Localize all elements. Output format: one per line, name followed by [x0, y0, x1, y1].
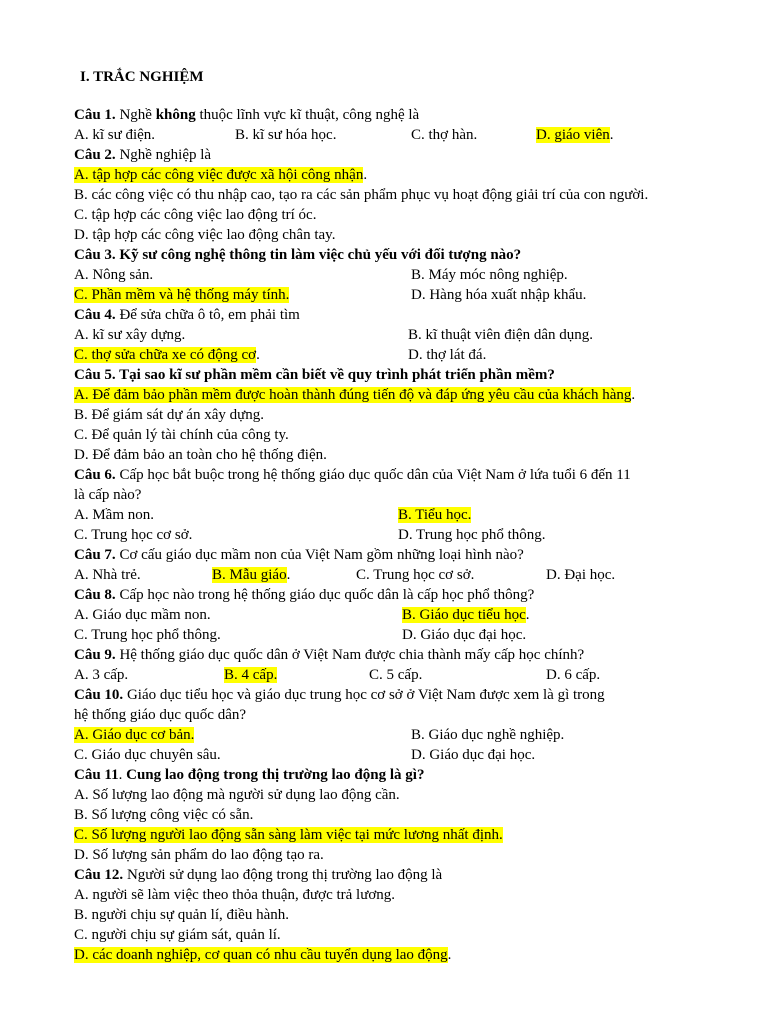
text-run: . — [286, 567, 291, 583]
text-line — [74, 366, 555, 384]
answer-option — [398, 526, 546, 544]
answer-option — [74, 506, 154, 524]
text-run: A. kĩ sư xây dựng. — [74, 327, 186, 343]
section-title: I. TRẮC NGHIỆM — [80, 69, 204, 85]
highlighted-answer: D. các doanh nghiệp, cơ quan có nhu cầu tuyển dụng lao động — [74, 947, 448, 963]
text-line — [74, 826, 503, 844]
text-run: . — [447, 947, 452, 963]
text-run: . — [609, 127, 614, 143]
text-run: C. thợ hàn. — [411, 127, 478, 143]
text-run: D. Hàng hóa xuất nhập khẩu. — [411, 287, 587, 303]
text-run: Để sửa chữa ô tô, em phải tìm — [115, 307, 300, 323]
text-line — [74, 206, 316, 224]
text-line — [74, 186, 648, 204]
bold-text: Câu 9. — [74, 647, 116, 663]
bold-text: Câu 5. Tại sao kĩ sư phần mềm cần biết về quy trình phát triển phần mềm? — [74, 367, 555, 383]
answer-option — [74, 346, 260, 364]
answer-option — [408, 346, 486, 364]
text-run: C. Để quản lý tài chính của công ty. — [74, 427, 289, 443]
text-run: Cấp học nào trong hệ thống giáo dục quốc dân là cấp học phổ thông? — [115, 587, 535, 603]
text-run: D. Để đảm bảo an toàn cho hệ thống điện. — [74, 447, 327, 463]
bold-text: Câu 7. — [74, 547, 116, 563]
text-run: A. Mầm non. — [74, 507, 154, 523]
text-run: B. Số lượng công việc có sẵn. — [74, 807, 254, 823]
text-line — [74, 426, 289, 444]
text-run: C. Giáo dục chuyên sâu. — [74, 747, 221, 763]
answer-option — [74, 526, 192, 544]
bold-text: Câu 10. — [74, 687, 124, 703]
text-line — [74, 706, 246, 724]
answer-option — [74, 666, 128, 684]
highlighted-answer: D. giáo viên — [536, 127, 610, 143]
text-run: . — [256, 347, 260, 363]
text-line — [74, 246, 521, 264]
answer-option — [74, 726, 194, 744]
text-line — [74, 886, 395, 904]
text-run: C. Trung học cơ sở. — [356, 567, 475, 583]
text-run: A. 3 cấp. — [74, 667, 129, 683]
text-run: Cấp học bắt buộc trong hệ thống giáo dục quốc dân của Việt Nam ở lứa tuổi 6 đến 11 — [115, 467, 631, 483]
answer-option — [536, 126, 613, 144]
text-run: B. Giáo dục nghề nghiệp. — [411, 727, 565, 743]
text-run: D. Giáo dục đại học. — [402, 627, 527, 643]
text-run: B. kĩ sư hóa học. — [235, 127, 337, 143]
text-line — [74, 106, 419, 124]
text-line — [74, 486, 141, 504]
answer-option — [408, 326, 593, 344]
answer-option — [74, 326, 185, 344]
highlighted-answer: B. Giáo dục tiểu học — [402, 607, 526, 623]
text-run: D. Trung học phổ thông. — [398, 527, 546, 543]
bold-text: Câu 4. — [74, 307, 116, 323]
text-line — [74, 306, 300, 324]
text-run: Cơ cấu giáo dục mầm non của Việt Nam gồm những loại hình nào? — [115, 547, 524, 563]
text-line — [74, 786, 400, 804]
text-run: D. tập hợp các công việc lao động chân tay. — [74, 227, 336, 243]
bold-text: Câu 2. — [74, 147, 116, 163]
text-run: D. Giáo dục đại học. — [411, 747, 536, 763]
text-run: . — [118, 767, 127, 783]
text-line — [74, 926, 281, 944]
text-run: là cấp nào? — [74, 487, 142, 503]
highlighted-answer: C. thợ sửa chữa xe có động cơ — [74, 347, 257, 363]
highlighted-answer: A. tập hợp các công việc được xã hội công nhận — [74, 167, 364, 183]
answer-option — [411, 266, 568, 284]
text-run: hệ thống giáo dục quốc dân? — [74, 707, 247, 723]
text-run: B. Để giám sát dự án xây dựng. — [74, 407, 264, 423]
answer-option — [224, 666, 277, 684]
answer-option — [74, 286, 289, 304]
text-run: D. Đại học. — [546, 567, 616, 583]
text-run: A. Nhà trẻ. — [74, 567, 141, 583]
text-run: A. Nông sản. — [74, 267, 154, 283]
text-run: B. Máy móc nông nghiệp. — [411, 267, 568, 283]
highlighted-answer: A. Giáo dục cơ bản. — [74, 727, 195, 743]
text-run: D. Số lượng sản phẩm do lao động tạo ra. — [74, 847, 324, 863]
answer-option — [74, 606, 211, 624]
text-run: C. người chịu sự giám sát, quản lí. — [74, 927, 281, 943]
text-run: A. kĩ sư điện. — [74, 127, 156, 143]
text-line — [74, 766, 424, 784]
highlighted-answer: A. Để đảm bảo phần mềm được hoàn thành đúng tiến độ và đáp ứng yêu cầu của khách hàng — [74, 387, 632, 403]
text-line — [74, 386, 635, 404]
text-line — [74, 946, 451, 964]
answer-option — [411, 746, 535, 764]
answer-option — [402, 606, 529, 624]
bold-text: Câu 3. Kỹ sư công nghệ thông tin làm việc chủ yếu với đối tượng nào? — [74, 247, 522, 263]
bold-text: Cung lao động trong thị trường lao động là gì? — [126, 767, 425, 783]
answer-option — [402, 626, 526, 644]
highlighted-answer: C. Số lượng người lao động sẵn sàng làm việc tại mức lương nhất định. — [74, 827, 503, 843]
text-run: Hệ thống giáo dục quốc dân ở Việt Nam được chia thành mấy cấp học chính? — [115, 647, 585, 663]
answer-option — [74, 746, 221, 764]
answer-option — [411, 286, 586, 304]
text-run: A. Số lượng lao động mà người sử dụng lao động cần. — [74, 787, 400, 803]
highlighted-answer: C. Phần mềm và hệ thống máy tính. — [74, 287, 290, 303]
text-run: B. các công việc có thu nhập cao, tạo ra các sản phẩm phục vụ hoạt động giải trí của con người. — [74, 187, 649, 203]
highlighted-answer: B. Tiểu học. — [398, 507, 472, 523]
answer-option — [411, 726, 564, 744]
text-run: Nghề — [115, 107, 156, 123]
text-run: D. thợ lát đá. — [408, 347, 487, 363]
text-line — [74, 406, 264, 424]
text-line — [74, 646, 584, 664]
answer-option — [546, 566, 615, 584]
text-run: C. 5 cấp. — [369, 667, 423, 683]
bold-text: Câu 6. — [74, 467, 116, 483]
answer-option — [74, 266, 153, 284]
bold-text: Câu 11 — [74, 767, 119, 783]
answer-option — [235, 126, 336, 144]
text-line — [74, 226, 335, 244]
answer-option — [74, 566, 141, 584]
answer-option — [411, 126, 477, 144]
text-line — [74, 586, 534, 604]
text-run: Giáo dục tiểu học và giáo dục trung học cơ sở ở Việt Nam được xem là gì trong — [123, 687, 605, 703]
answer-option — [398, 506, 471, 524]
text-run: . — [363, 167, 368, 183]
text-line — [74, 686, 605, 704]
highlighted-answer: B. Mẫu giáo — [212, 567, 287, 583]
bold-text: Câu 8. — [74, 587, 116, 603]
text-line — [74, 906, 289, 924]
text-line — [74, 546, 524, 564]
text-line — [74, 146, 211, 164]
text-run: C. tập hợp các công việc lao động trí óc. — [74, 207, 317, 223]
text-line — [74, 806, 253, 824]
text-run: D. 6 cấp. — [546, 667, 601, 683]
text-line — [74, 446, 327, 464]
answer-option — [74, 126, 155, 144]
text-run: B. người chịu sự quản lí, điều hành. — [74, 907, 290, 923]
highlighted-answer: B. 4 cấp. — [224, 667, 278, 683]
text-run: B. kĩ thuật viên điện dân dụng. — [408, 327, 593, 343]
text-run: . — [525, 607, 530, 623]
answer-option — [212, 566, 290, 584]
text-run: . — [631, 387, 636, 403]
text-run: Nghề nghiệp là — [115, 147, 212, 163]
text-run: thuộc lĩnh vực kĩ thuật, công nghệ là — [195, 107, 420, 123]
text-line — [74, 866, 442, 884]
answer-option — [74, 626, 221, 644]
text-run: C. Trung học phổ thông. — [74, 627, 221, 643]
answer-option — [356, 566, 474, 584]
text-run: Người sử dụng lao động trong thị trường lao động là — [123, 867, 443, 883]
text-run: C. Trung học cơ sở. — [74, 527, 193, 543]
text-line — [74, 166, 367, 184]
bold-text: Câu 1. — [74, 107, 116, 123]
text-line — [74, 846, 324, 864]
bold-text: không — [155, 107, 196, 123]
answer-option — [369, 666, 422, 684]
answer-option — [546, 666, 600, 684]
bold-text: Câu 12. — [74, 867, 124, 883]
text-run: A. Giáo dục mầm non. — [74, 607, 211, 623]
text-line — [74, 466, 631, 484]
text-run: A. người sẽ làm việc theo thỏa thuận, được trả lương. — [74, 887, 396, 903]
